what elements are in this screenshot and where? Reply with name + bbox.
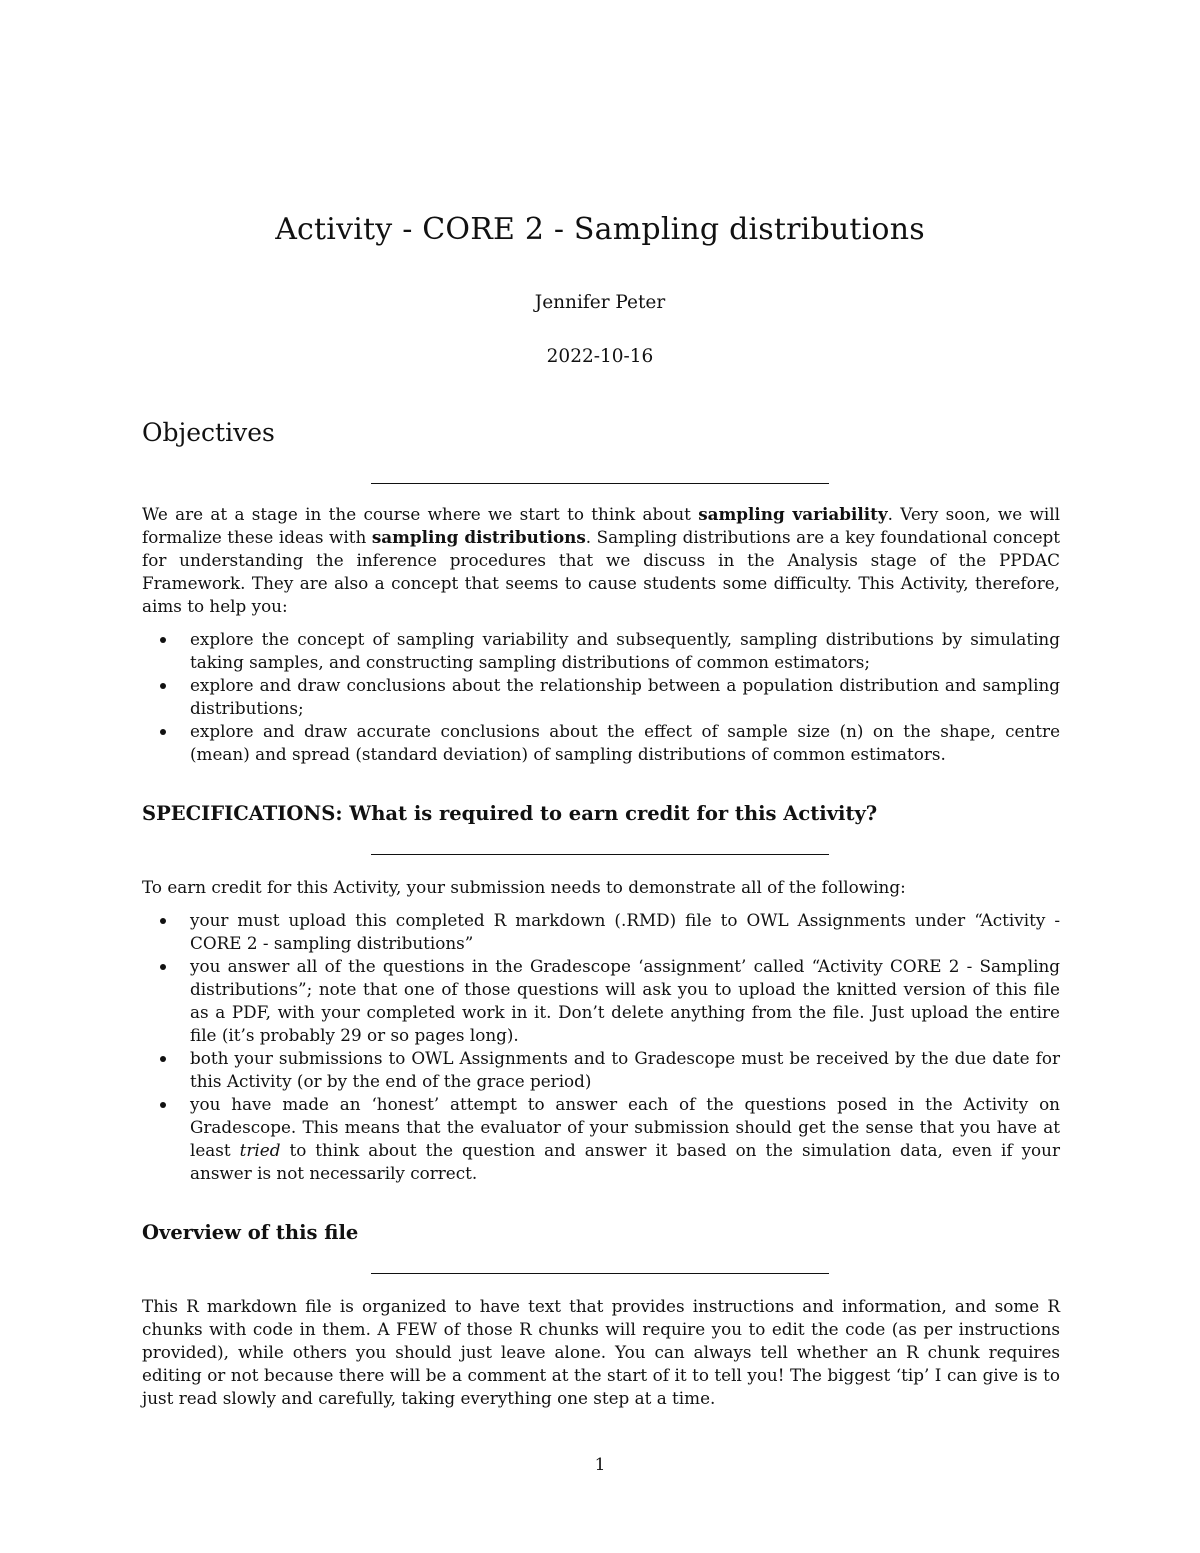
bullet-icon [160,637,166,643]
objectives-section [142,503,1060,766]
list-item [190,1047,1060,1093]
overview-section [142,1295,1060,1410]
specifications-section [142,876,1060,1185]
list-item [190,1093,1060,1185]
section-divider [371,1273,829,1274]
list-item-text: you have made an ‘honest’ attempt to answer each of the questions posed in the Activity on Gradescope. This means that the evaluator of your submission should get the sense that you have at least [190,1094,1060,1160]
objectives-list [142,628,1060,766]
bullet-icon [160,683,166,689]
specifications-heading: SPECIFICATIONS: What is required to earn credit for this Activity? [142,802,878,825]
objectives-text: We are at a stage in the course where we start to think about [142,504,699,524]
list-item [190,720,1060,766]
bullet-icon [160,729,166,735]
page-number: 1 [594,1455,606,1475]
bullet-icon [160,918,166,924]
list-item-text: explore and draw conclusions about the relationship between a population distribution and sampling distributions; [190,675,1060,718]
bullet-icon [160,1102,166,1108]
overview-heading: Overview of this file [142,1221,359,1244]
objectives-text: . Sampling distributions are a key foundational concept for understanding the inference procedures that we discuss in the Analysis stage of the PPDAC Framework. They are also a concept that seems to cause students some difficulty. This Activity, therefore, aims to help you: [142,527,1061,616]
overview-paragraph: This R markdown file is organized to have text that provides instructions and information, and some R chunks with code in them. A FEW of those R chunks will require you to edit the code (as per instructions provided), while others you should just leave alone. You can always tell whether an R chunk requires editing or not because there will be a comment at the start of it to tell you! The biggest ‘tip’ I can give is to just read slowly and carefully, taking everything one step at a time. [142,1296,1060,1408]
emphasis-text: tried [239,1140,281,1160]
section-divider [371,483,829,484]
list-item [190,909,1060,955]
document-author: Jennifer Peter [534,292,666,313]
list-item [190,674,1060,720]
bullet-icon [160,964,166,970]
specifications-list [142,909,1060,1185]
document-date: 2022-10-16 [546,346,654,367]
list-item [190,955,1060,1047]
objectives-heading: Objectives [142,418,275,447]
objectives-paragraph [142,503,1060,618]
list-item-text: your must upload this completed R markdown (.RMD) file to OWL Assignments under “Activity - CORE 2 - sampling distributions” [190,910,1060,953]
document-title: Activity - CORE 2 - Sampling distributions [275,212,925,247]
list-item-text: explore the concept of sampling variability and subsequently, sampling distributions by simulating taking samples, and constructing sampling distributions of common estimators; [190,629,1060,672]
section-divider [371,854,829,855]
list-item-text: to think about the question and answer it based on the simulation data, even if your answer is not necessarily correct. [190,1140,1060,1183]
emphasis-text: sampling distributions [371,527,586,547]
bullet-icon [160,1056,166,1062]
emphasis-text: sampling variability [698,504,888,524]
list-item-text: explore and draw accurate conclusions about the effect of sample size (n) on the shape, centre (mean) and spread (standard deviation) of sampling distributions of common estimators. [190,721,1060,764]
objectives-text: . Very soon, we will formalize these ideas with [142,504,1060,547]
list-item-text: you answer all of the questions in the Gradescope ‘assignment’ called “Activity CORE 2 - Sampling distributions”; note that one of those questions will ask you to upload the knitted version of this file as a PDF, with your completed work in it. Don’t delete anything from the file. Just upload the entire file (it’s probably 29 or so pages long). [190,956,1060,1045]
specifications-intro: To earn credit for this Activity, your submission needs to demonstrate all of the following: [142,877,906,897]
list-item [190,628,1060,674]
list-item-text: both your submissions to OWL Assignments and to Gradescope must be received by the due date for this Activity (or by the end of the grace period) [190,1048,1060,1091]
